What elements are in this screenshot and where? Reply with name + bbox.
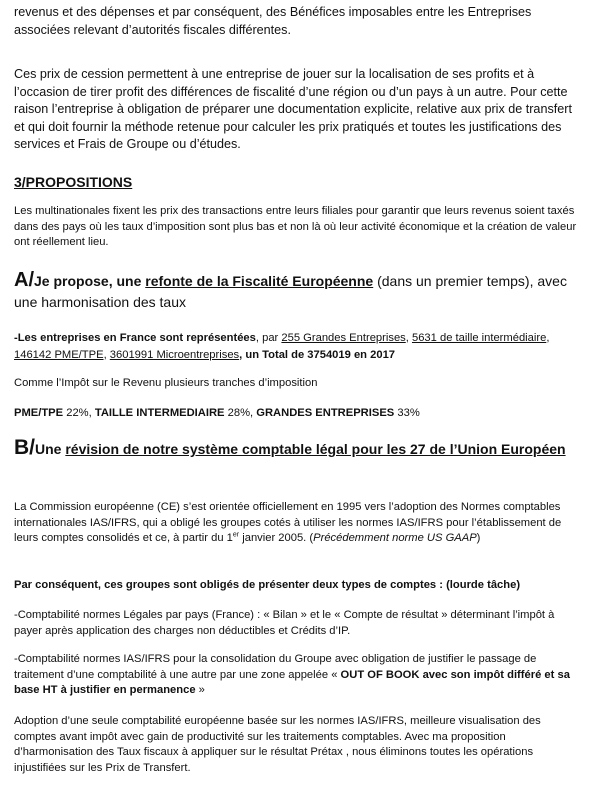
- paragraph-intro-line1: revenus et des dépenses et par conséquent, des Bénéfices imposables entre les Entreprises: [14, 5, 532, 19]
- ifrs-acc-text: -Comptabilité normes IAS/IFRS pour la consolidation du Groupe avec obligation de justifier le passage de traitement d’une comptabilité à une autre par une zone appelée «: [14, 653, 537, 681]
- ifrs-acc-bold: OUT OF BOOK avec son impôt différé et sa base HT à justifier en permanence: [14, 668, 570, 697]
- section-a-heading: [14, 270, 582, 313]
- section-b-heading: [14, 436, 582, 461]
- enterprises-sep: , par: [255, 332, 282, 344]
- ifrs-sup: er: [232, 531, 240, 539]
- enterprises-sep: ,: [546, 332, 550, 344]
- enterprises-lead: -Les entreprises en France sont représentées: [14, 332, 256, 344]
- section-b-lead: Une: [35, 441, 66, 457]
- enterprises-sme: 146142 PME/TPE: [14, 349, 104, 361]
- paragraph-two-accounts: Par conséquent, ces groupes sont obligés de présenter deux types de comptes : (lourde tâche): [14, 579, 521, 591]
- paragraph-enterprises: [14, 330, 582, 364]
- rate-intermediate-value: 28%,: [224, 407, 257, 419]
- paragraph-transfer-prices: Ces prix de cession permettent à une entreprise de jouer sur la localisation de ses profits et à l’occasion de tirer profit des différences de fiscalité d’une région ou d’un pays à un autre. Pour cette raison l’entreprise à obligation de préparer une documentation explicite, relative aux prix de transfert et qui doit fournir la méthode retenue pour calculer les prix pratiqués et toutes les justifications des services et Frais de Groupe ou d’études.: [14, 67, 572, 152]
- section-a-letter: A/: [14, 269, 34, 291]
- section-a-tail: (dans un premier temps), avec une harmonisation des taux: [14, 273, 567, 310]
- enterprises-large: 255 Grandes Entreprises: [281, 332, 406, 344]
- enterprises-sep: ,: [405, 332, 412, 344]
- paragraph-income-tax: Comme l’Impôt sur le Revenu plusieurs tranches d’imposition: [14, 377, 318, 389]
- paragraph-legal-accounting: -Comptabilité normes Légales par pays (France) : « Bilan » et le « Compte de résultat » déterminant l’impôt à payer après application des charges non déductibles et Crédits d’IP.: [14, 609, 555, 637]
- enterprises-intermediate: 5631 de taille intermédiaire: [411, 332, 547, 344]
- ifrs-acc-close: »: [195, 684, 205, 697]
- ifrs-italic: Précédemment norme US GAAP: [313, 532, 477, 545]
- section-a-link: refonte de la Fiscalité Européenne: [145, 273, 374, 289]
- paragraph-adoption: Adoption d’une seule comptabilité européenne basée sur les normes IAS/IFRS, meilleure visualisation des comptes avant impôt avec gain de productivité sur les traitements comptables. Avec ma proposition d’harmonisation des Taux fiscaux à appliquer sur le résultat Prétax , nous éliminons toutes les opérations injustifiées sur les Prix de Transfert.: [14, 715, 541, 774]
- paragraph-intro: [14, 4, 582, 39]
- ifrs-text2: janvier 2005. (: [239, 532, 314, 545]
- section-heading-propositions: 3/PROPOSITIONS: [14, 174, 133, 190]
- section-a-lead: Je propose, une: [34, 273, 146, 289]
- rate-sme-value: 22%,: [63, 407, 95, 419]
- paragraph-ifrs-accounting: [14, 652, 582, 699]
- enterprises-sep: ,: [103, 349, 110, 361]
- paragraph-intro-line2: associées relevant d’autorités fiscales différentes.: [14, 22, 291, 37]
- section-b-title: révision de notre système comptable légal pour les 27 de l’Union Européen: [65, 441, 566, 457]
- paragraph-rates: [14, 406, 582, 422]
- paragraph-ifrs-adoption: [14, 500, 582, 547]
- rate-large-value: 33%: [394, 407, 420, 419]
- ifrs-text: La Commission européenne (CE) s’est orientée officiellement en 1995 vers l’adoption des Normes comptables internationales IAS/IFRS, qui a obligé les groupes cotés à utiliser les normes IAS/IFRS pour l’établissement de leurs comptes consolidés et ce, à partir du 1: [14, 501, 562, 545]
- paragraph-multinationals: Les multinationales fixent les prix des transactions entre leurs filiales pour garantir que leurs revenus soient taxés dans des pays où les taux d’imposition sont plus bas et non là où leur activité économique et la création de valeur ont réellement lieu.: [14, 205, 577, 249]
- ifrs-close: ): [476, 532, 481, 545]
- section-b-letter: B/: [14, 436, 35, 459]
- rate-intermediate-label: TAILLE INTERMEDIAIRE: [94, 407, 225, 419]
- rate-sme-label: PME/TPE: [14, 407, 64, 419]
- rate-large-label: GRANDES ENTREPRISES: [256, 407, 395, 419]
- enterprises-micro: 3601991 Microentreprises: [109, 349, 240, 361]
- enterprises-total: , un Total de 3754019 en 2017: [239, 349, 396, 361]
